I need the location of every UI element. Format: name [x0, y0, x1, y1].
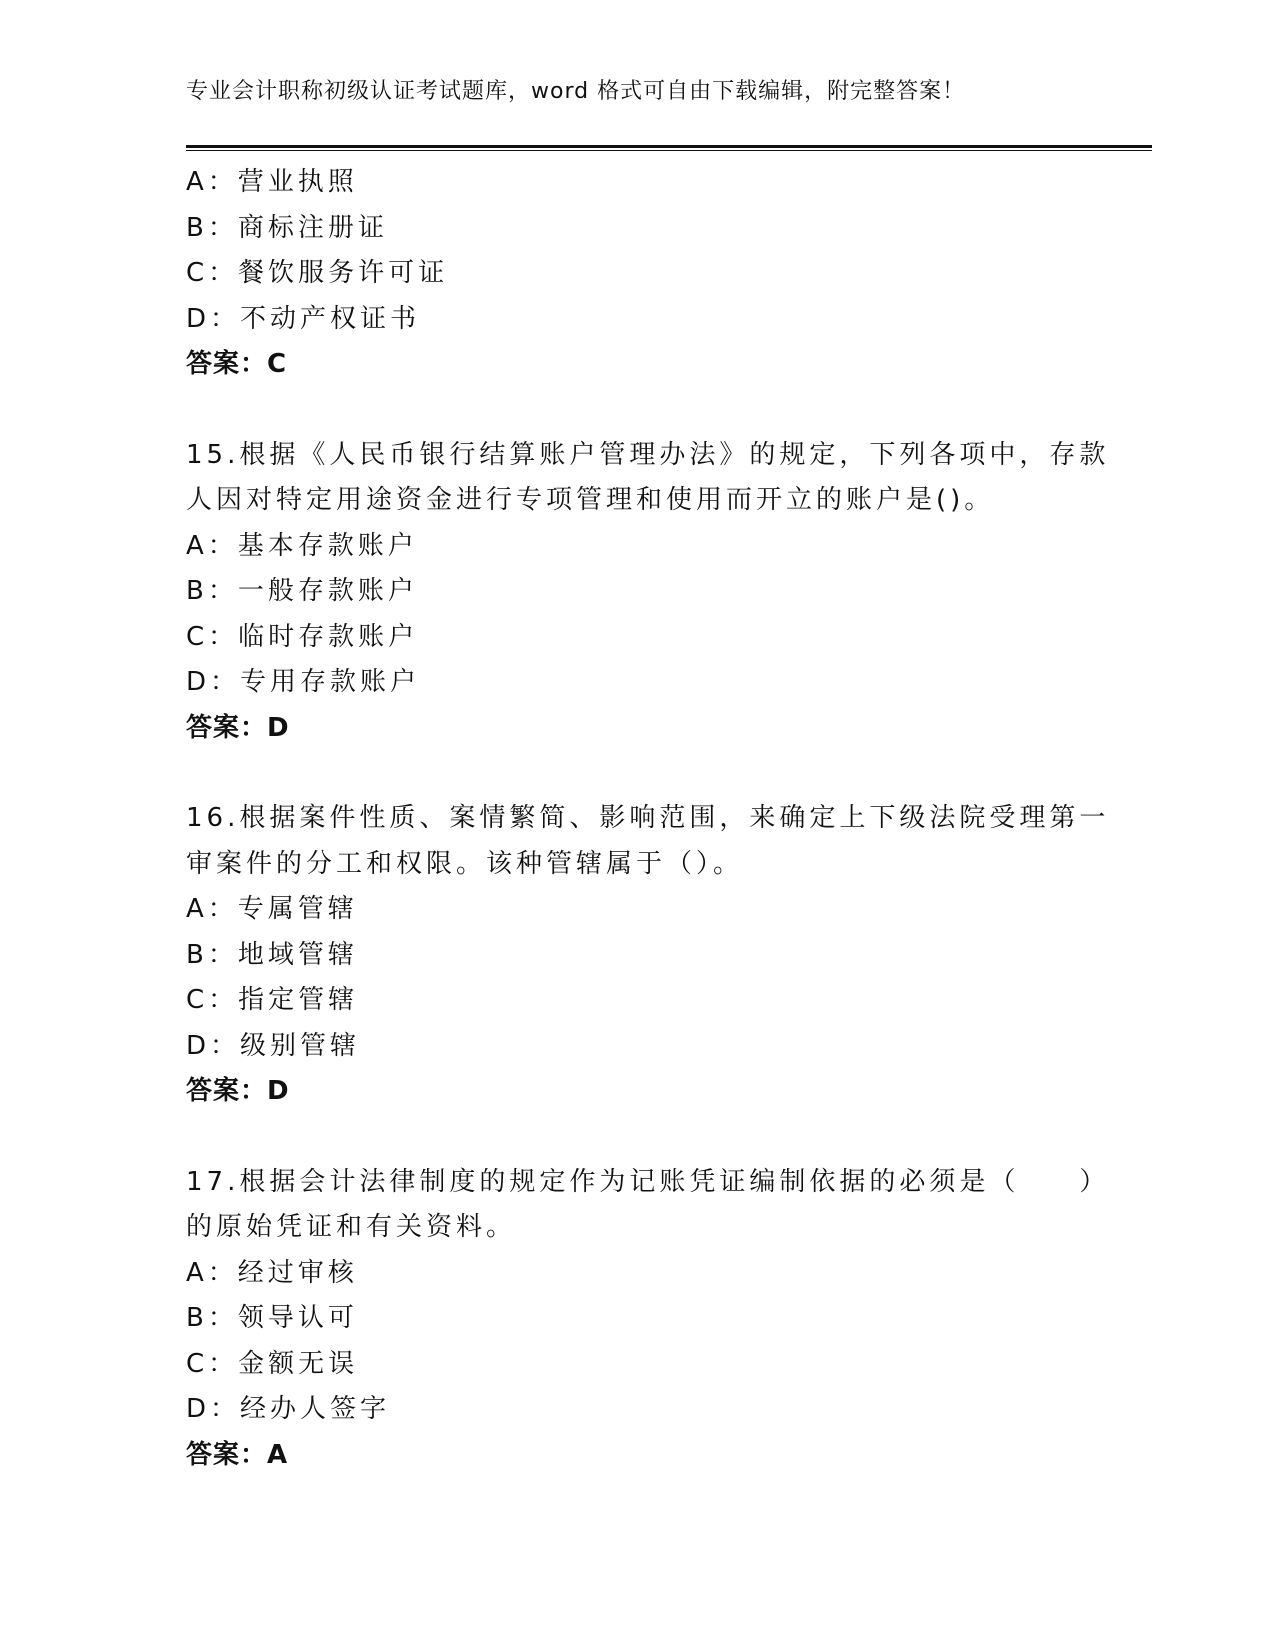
question-15	[186, 433, 1152, 752]
option-c: C：临时存款账户	[186, 621, 419, 652]
option-d: D：经办人签字	[186, 1394, 391, 1424]
option-b: B：地域管辖	[186, 939, 358, 970]
option-a: A：经过审核	[186, 1257, 358, 1288]
question-14-continued	[186, 160, 1152, 388]
question-17	[186, 1160, 1152, 1479]
option-c: C：金额无误	[186, 1348, 359, 1379]
question-stem-line-1: 17.根据会计法律制度的规定作为记账凭证编制依据的必须是（ ）	[186, 1166, 1110, 1197]
answer-line: 答案：C	[186, 349, 288, 379]
option-c: C：指定管辖	[186, 985, 359, 1015]
option-b: B：商标注册证	[186, 212, 388, 243]
question-stem-line-2: 人因对特定用途资金进行专项管理和使用而开立的账户是()。	[186, 485, 995, 515]
option-c: C：餐饮服务许可证	[186, 258, 449, 288]
option-b: B：领导认可	[186, 1303, 358, 1333]
question-list	[186, 160, 1152, 1478]
answer-line: 答案：D	[186, 1076, 290, 1106]
answer-line: 答案：D	[186, 712, 290, 743]
option-a: A：专属管辖	[186, 894, 358, 924]
option-a: A：基本存款账户	[186, 530, 418, 561]
question-stem-line-2: 审案件的分工和权限。该种管辖属于（）。	[186, 848, 744, 879]
question-stem-line-2: 的原始凭证和有关资料。	[186, 1212, 517, 1242]
header-rule-thin	[186, 150, 1152, 151]
option-a: A：营业执照	[186, 167, 358, 197]
option-d: D：不动产权证书	[186, 303, 421, 334]
option-d: D：级别管辖	[186, 1030, 361, 1061]
option-d: D：专用存款账户	[186, 667, 421, 697]
answer-line: 答案：A	[186, 1439, 289, 1470]
question-16	[186, 796, 1152, 1115]
header-rule-thick	[186, 145, 1152, 148]
page-header: 专业会计职称初级认证考试题库，word 格式可自由下载编辑，附完整答案！	[186, 79, 966, 104]
question-stem-line-1: 16.根据案件性质、案情繁简、影响范围，来确定上下级法院受理第一	[186, 803, 1110, 833]
question-stem-line-1: 15.根据《人民币银行结算账户管理办法》的规定，下列各项中，存款	[186, 439, 1110, 470]
option-b: B：一般存款账户	[186, 576, 418, 606]
